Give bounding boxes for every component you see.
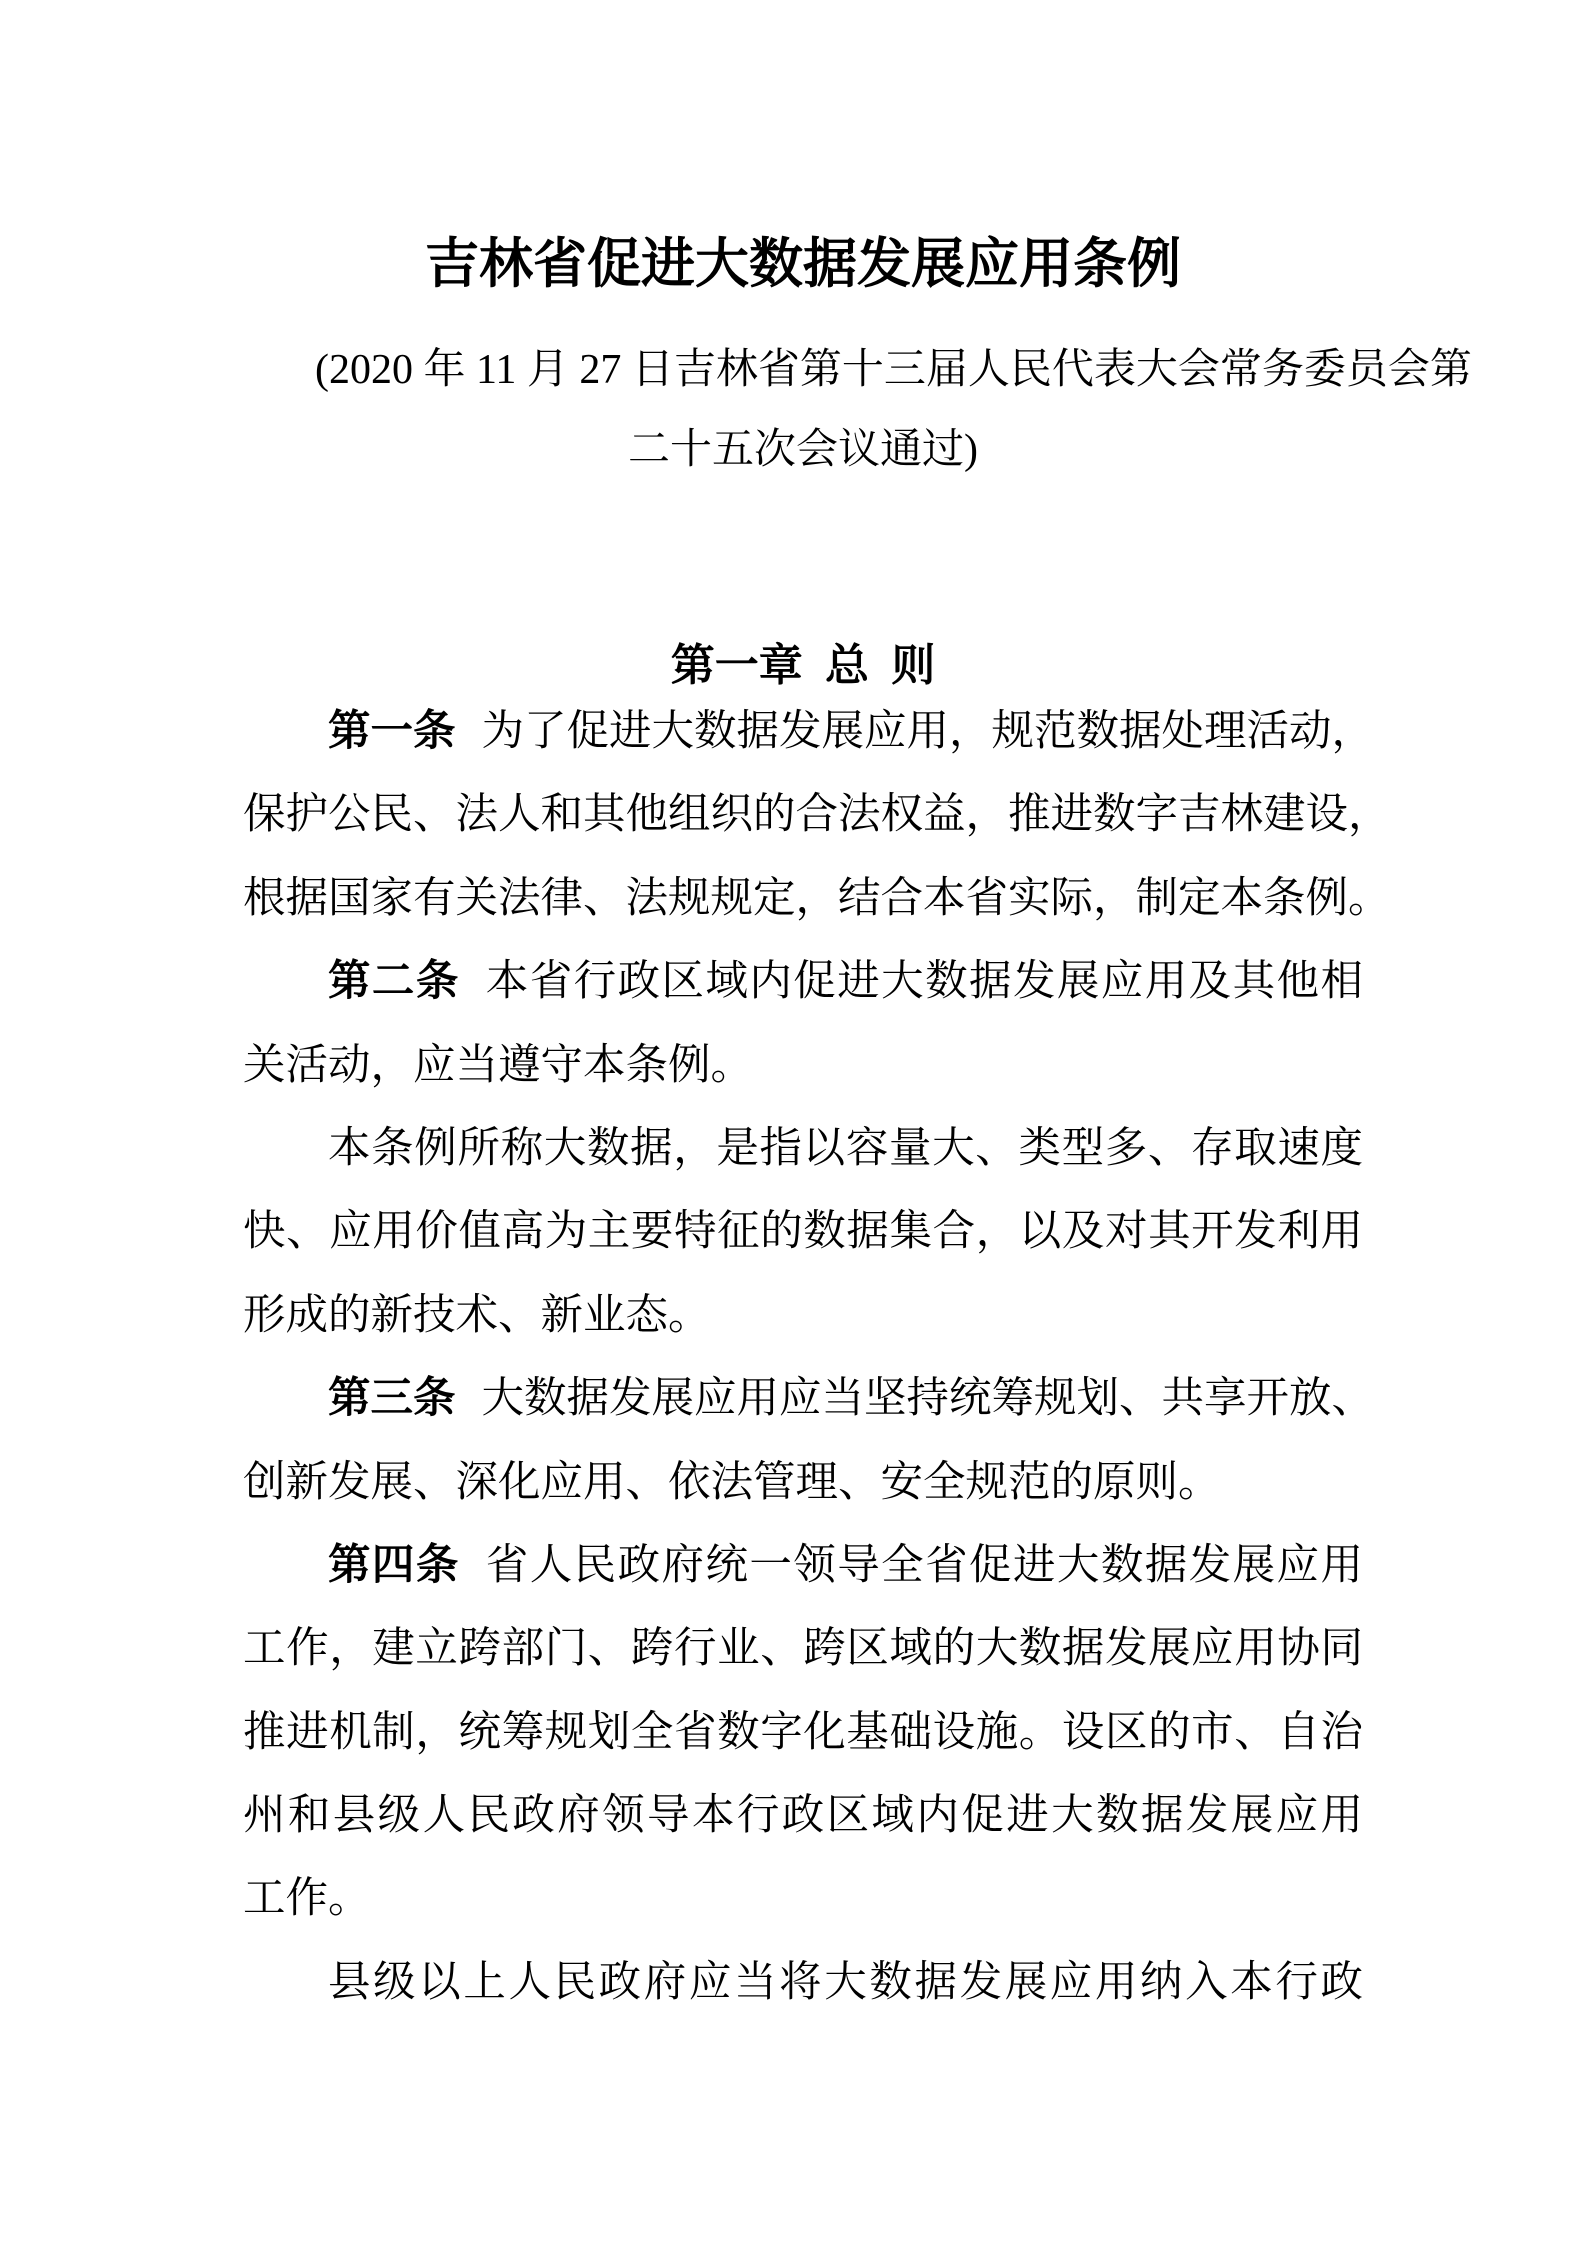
article-number-label: 第二条 (328, 958, 460, 1006)
body-line-text: 大数据发展应用应当坚持统筹规划、共享开放、 (481, 1375, 1375, 1423)
document-body (243, 690, 1391, 2024)
body-line (243, 1190, 1363, 1273)
body-line (243, 1857, 1363, 1940)
body-line (243, 1691, 1363, 1774)
body-line-text: 县级以上人民政府应当将大数据发展应用纳入本行政 (328, 1958, 1363, 2006)
body-line (243, 1107, 1363, 1190)
article-number-label: 第三条 (328, 1375, 456, 1423)
body-line (243, 1024, 1363, 1107)
chapter-heading: 第一章 总 则 (670, 640, 936, 690)
subtitle-line-1: (2020 年 11 月 27 日吉林省第十三届人民代表大会常务委员会第 (315, 347, 1472, 393)
body-line-text: 形成的新技术、新业态。 (243, 1291, 711, 1339)
article-number-label: 第四条 (328, 1541, 460, 1589)
body-line-text: 快、应用价值高为主要特征的数据集合，以及对其开发利用 (243, 1208, 1363, 1256)
body-line-text: 为了促进大数据发展应用，规范数据处理活动， (481, 708, 1375, 755)
body-line (243, 1441, 1363, 1524)
body-line-text: 保护公民、法人和其他组织的合法权益，推进数字吉林建设， (243, 791, 1391, 839)
body-line (243, 1941, 1363, 2024)
body-line-text: 关活动，应当遵守本条例。 (243, 1041, 754, 1089)
body-line-text: 根据国家有关法律、法规规定，结合本省实际，制定本条例。 (243, 874, 1391, 922)
body-line (243, 1274, 1363, 1357)
body-line-text: 本条例所称大数据，是指以容量大、类型多、存取速度 (328, 1124, 1363, 1172)
body-line (243, 1774, 1363, 1857)
body-line (243, 690, 1375, 773)
body-line-text: 本省行政区域内促进大数据发展应用及其他相 (485, 958, 1363, 1006)
body-line-text: 省人民政府统一领导全省促进大数据发展应用 (485, 1541, 1363, 1589)
body-line-text: 州和县级人民政府领导本行政区域内促进大数据发展应用 (243, 1792, 1363, 1840)
body-line-text: 创新发展、深化应用、依法管理、安全规范的原则。 (243, 1458, 1221, 1506)
article-number-label: 第一条 (328, 708, 456, 755)
body-line (243, 773, 1391, 856)
body-line-text: 工作，建立跨部门、跨行业、跨区域的大数据发展应用协同 (243, 1625, 1363, 1673)
body-line (243, 1607, 1363, 1690)
body-line (243, 940, 1363, 1023)
body-line (243, 1357, 1375, 1440)
body-line-text: 工作。 (243, 1875, 371, 1923)
document-title: 吉林省促进大数据发展应用条例 (425, 234, 1181, 295)
body-line (243, 1524, 1363, 1607)
body-line (243, 857, 1391, 940)
document-subtitle (243, 330, 1472, 490)
body-line-text: 推进机制，统筹规划全省数字化基础设施。设区的市、自治 (243, 1708, 1363, 1756)
subtitle-line-2: 二十五次会议通过) (628, 427, 978, 473)
